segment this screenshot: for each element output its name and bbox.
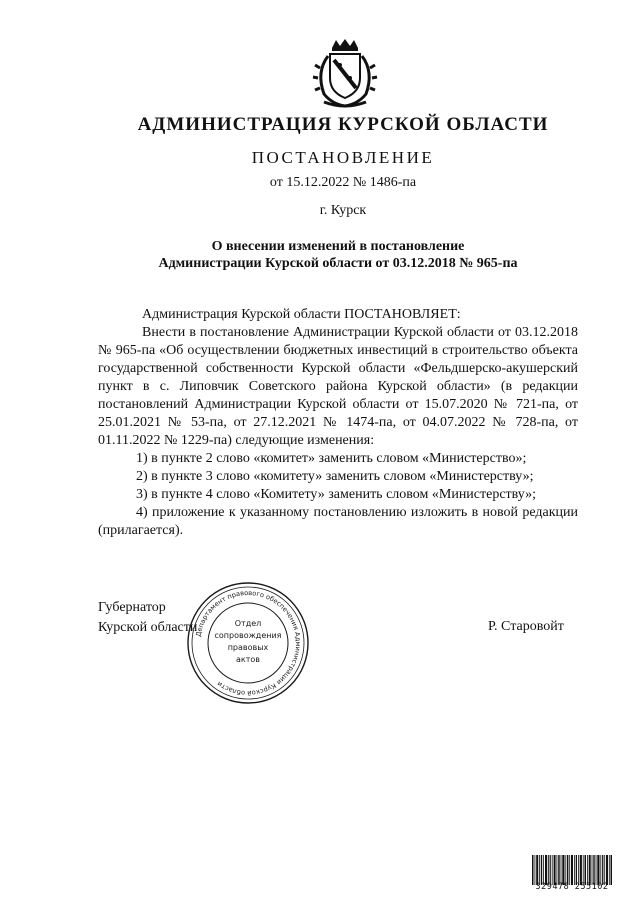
amendment-list	[98, 450, 578, 540]
organization-title: АДМИНИСТРАЦИЯ КУРСКОЙ ОБЛАСТИ	[137, 114, 549, 135]
subject-line-1: О внесении изменений в постановление	[211, 239, 465, 254]
list-item: 4) приложение к указанному постановлению изложить в новой редакции (прилагается).	[98, 505, 578, 538]
resolution-intro: Администрация Курской области ПОСТАНОВЛЯЕТ:	[142, 307, 461, 322]
stamp-line: Отдел	[234, 619, 262, 628]
position-line-1: Губернатор	[98, 600, 166, 615]
stamp-ring-text: Департамент правового обеспечения Администрации Курской области	[194, 588, 303, 698]
list-item: 2) в пункте 3 слово «комитету» заменить словом «Министерству»;	[136, 469, 534, 484]
stamp-line: актов	[235, 655, 261, 664]
list-item: 1) в пункте 2 слово «комитет» заменить словом «Министерство»;	[136, 451, 527, 466]
stamp-line: правовых	[227, 643, 269, 652]
barcode-number: 329478 255102	[535, 882, 609, 892]
barcode-icon	[532, 855, 612, 885]
document-subject	[98, 238, 578, 272]
signatory-name: Р. Старовойт	[488, 619, 564, 634]
date-and-number: от 15.12.2022 № 1486-па	[269, 175, 417, 190]
city: г. Курск	[319, 203, 367, 218]
document-type: ПОСТАНОВЛЕНИЕ	[251, 148, 435, 167]
position-line-2: Курской области	[98, 620, 198, 635]
official-stamp	[183, 578, 313, 708]
coat-of-arms-icon	[310, 38, 380, 110]
resolution-main-paragraph: Внести в постановление Администрации Курской области от 03.12.2018 № 965-па «Об осуществлении бюджетных инвестиций в строительство объекта государственной собственности Курской области «Фельдшерско-акушерский пункт в с. Липовчик Советского района Курской области» (в редакции постановлений Администрации Курской области от 15.07.2020 № 721-па, от 25.01.2021 № 53-па, от 27.12.2021 № 1474-па, от 04.07.2022 № 728-па, от 01.11.2022 № 1229-па) следующие изменения:	[98, 325, 578, 448]
subject-line-2: Администрации Курской области от 03.12.2018 № 965-па	[158, 256, 518, 271]
document-body	[98, 306, 578, 540]
list-item: 3) в пункте 4 слово «Комитету» заменить словом «Министерству»;	[136, 487, 537, 502]
stamp-line: сопровождения	[214, 631, 282, 640]
